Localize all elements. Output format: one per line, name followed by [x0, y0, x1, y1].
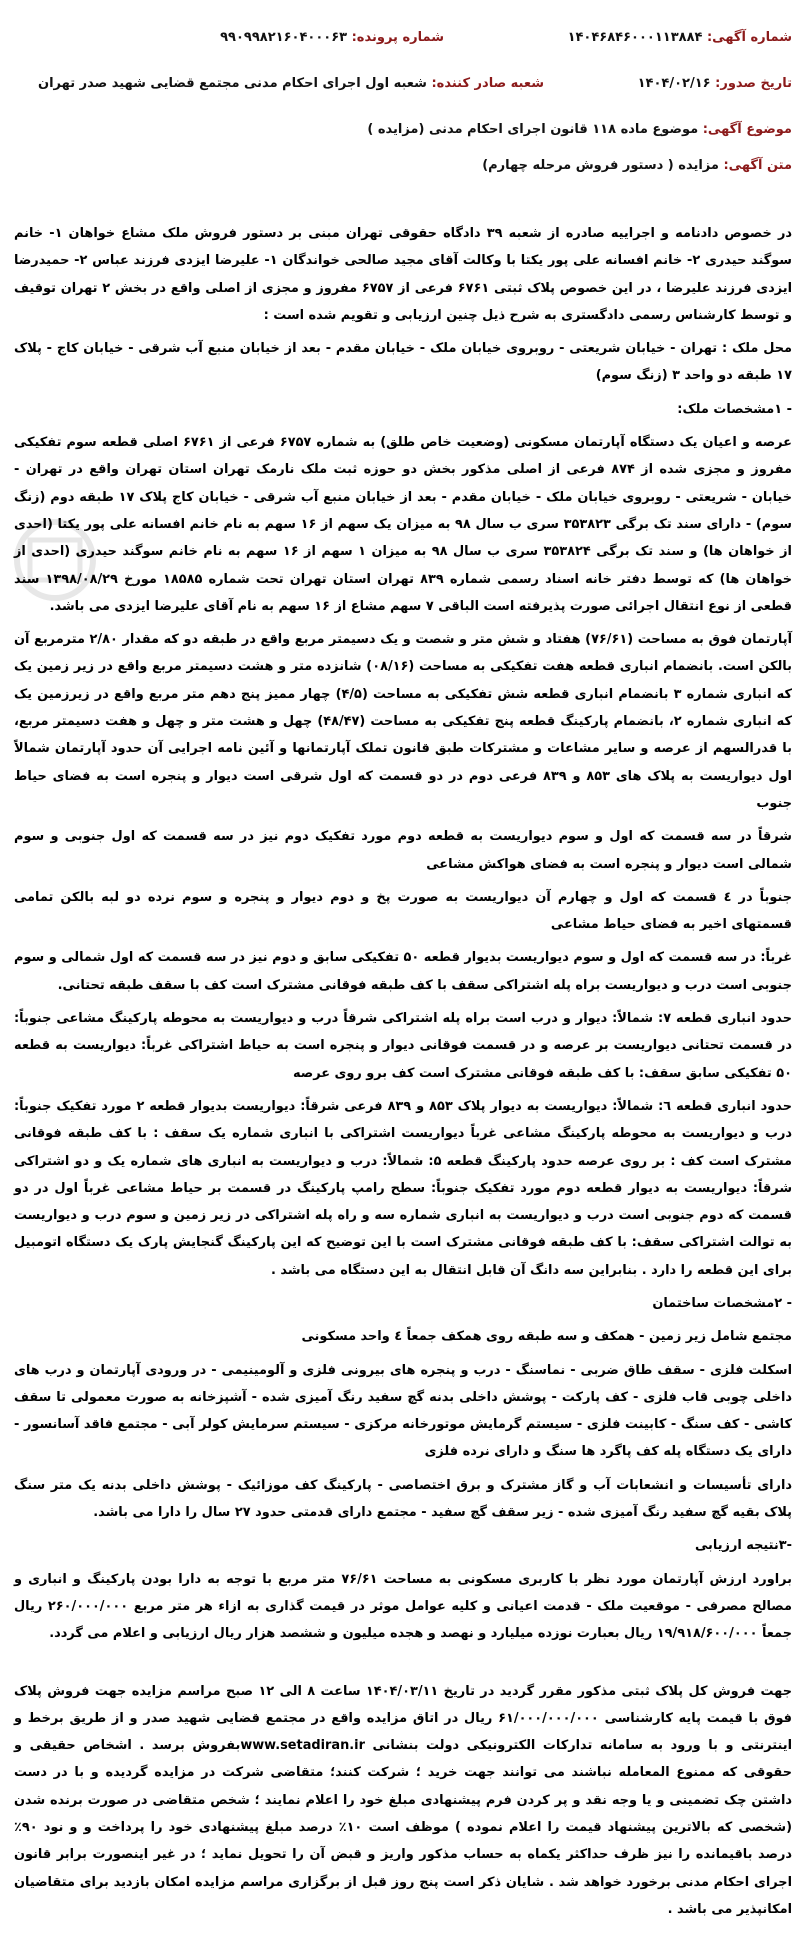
- case-number-value: ۹۹۰۹۹۸۲۱۶۰۴۰۰۰۶۳: [220, 30, 348, 45]
- section-property-specs: - ۱مشخصات ملک:: [677, 401, 792, 417]
- issue-date: [638, 76, 792, 91]
- issuer-value: شعبه اول اجرای احکام مدنی مجتمع قضایی شهید صدر تهران: [38, 76, 427, 91]
- apartment-area-details: آپارتمان فوق به مساحت (۷۶/۶۱) هفتاد و شش متر و شصت و یک دسیمتر مربع واقع در طبقه دو که مقدار ۲/۸۰ مترمربع آن بالکن است. بانضمام انباری قطعه هفت تفکیکی به مساحت (۰۸/۱۶) شانزده متر و هشت دسیمتر مربع واقع در زیر زمین یک که انباری شماره ۳ بانضمام انباری قطعه شش تفکیکی به مساحت (۴/۵) چهار ممیز پنج دهم متر مربع واقع در زیرزمین یک که انباری شماره ۲، بانضمام پارکینگ قطعه پنج تفکیکی به مساحت (۴۸/۴۷) چهل و هشت متر و چهل و هفت دسیمتر مربع، با قدرالسهم از عرصه و سایر مشاعات و مشترکات طبق قانون تملک آپارتمانها و آئین نامه اجرایی آن حدود آپارتمان شمالاً اول دیواریست به پلاک های ۸۵۳ و ۸۳۹ فرعی دوم در دو قسمت که اول شرقی است دیوار و پنجره است به فضای حیاط جنوب: [14, 632, 792, 811]
- issue-date-label: تاریخ صدور:: [715, 76, 792, 91]
- case-number-label: شماره پرونده:: [351, 30, 444, 45]
- auction-terms: جهت فروش کل پلاک ثبتی مذکور مقرر گردید در تاریخ ۱۴۰۴/۰۳/۱۱ ساعت ۸ الی ۱۲ صبح مراسم مزایده جهت فروش پلاک فوق با قیمت پایه کارشناسی ۶۱/۰۰۰/۰۰۰/۰۰۰ ریال در اتاق مزایده واقع در مجتمع قضایی شهید صدر و از طریق برخط و اینترنتی و با ورود به سامانه تدارکات الکترونیکی دولت بنشانی www.setadiran.irبفروش برسد . اشخاص حقیقی و حقوقی که ممنوع المعامله نباشند می توانند جهت خرید ؛ شرکت کنند؛ متقاضی شرکت در مزایده گردیده و با در دست داشتن چک تضمینی و یا وجه نقد و پر کردن فرم پیشنهادی مبلغ خود را اعلام نمایند ؛ شخص متقاضی در صورت برنده شدن (شخصی که بالاترین پیشنهاد قیمت را اعلام نموده ) موظف است ۱۰٪ درصد مبلغ پیشنهادی خود را پرداخت و و نود ۹۰٪ درصد باقیمانده را نیز ظرف حداکثر یکماه به حساب مذکور واریز و قبض آن را تحویل نماید ؛ در غیر اینصورت برابر قانون اجرای احکام مدنی برخورد خواهد شد . شایان ذکر است پنج روز قبل از برگزاری مراسم مزایده امکان بازدید برای متقاضیان امکانپذیر می باشد .: [14, 1683, 792, 1917]
- storage-7-boundaries: حدود انباری قطعه ۷: شمالاً: دیوار و درب است براه پله اشتراکی شرقاً درب و دیواریست به محوطه پارکینگ مشاعی جنوباً: در قسمت تحتانی دیواریست بر عرصه و در قسمت فوقانی دیوار و پنجره است به حیاط اشتراکی غرباً: دیواریست به قطعه ۵۰ تفکیکی سابق سقف: با کف طبقه فوقانی مشترک است کف برو روی عرصه: [14, 1011, 792, 1081]
- property-location: محل ملک : تهران - خیابان شریعتی - روبروی خیابان ملک - خیابان مقدم - بعد از خیابان منبع آب شرقی - خیابان کاج - پلاک ۱۷ طبقه دو واحد ۳ (زنگ سوم): [14, 341, 792, 384]
- notice-number-label: شماره آگهی:: [706, 30, 792, 45]
- subject: [367, 122, 792, 137]
- section-building-specs: - ۲مشخصات ساختمان: [652, 1295, 792, 1311]
- storage-6-parking-boundaries: حدود انباری قطعه ٦: شمالاً: دیواریست به دیوار پلاک ۸۵۳ و ۸۳۹ فرعی شرقاً: دیواریست بدیوار قطعه ۲ مورد تفکیک جنوباً: درب و دیواریست به محوطه پارکینگ مشاعی غرباً دیواریست اشتراکی با انباری شماره یک سقف : با کف طبقه فوقانی مشترک است کف : بر روی عرصه حدود پارکینگ قطعه ۵: شمالاً: درب و دیواریست به انباری های شماره یک و دو اشتراکی شرقاً: دیواریست به دیوار قطعه دوم مورد تفکیک جنوباً: سطح رامپ پارکینگ در قسمت بر حیاط مشاعی غرباً اول در دو قسمت که دوم جنوبی است درب و دیواریست به انباری شماره سه و راه پله اشتراکی در زیر زمین و سوم درب و دیواریست به توالت اشتراکی سقف: با کف طبقه فوقانی مشترک است با این توضیح که این پارکینگ گنجایش پارک یک دستگاه اتومبیل برای این قطعه را دارد . بنابراین سه دانگ آن قابل انتقال به این دستگاه می باشد .: [14, 1098, 793, 1278]
- boundary-east: شرقاً در سه قسمت که اول و سوم دیواریست به قطعه دوم مورد تفکیک دوم نیز در سه قسمت که اول جنوبی و سوم شمالی است دیوار و پنجره است به فضای هواکش مشاعی: [14, 829, 792, 872]
- notice-number: [568, 30, 792, 45]
- issuer: [38, 76, 544, 91]
- notice-text-heading: [482, 158, 792, 173]
- valuation-amount: براورد ارزش آپارتمان مورد نظر با کاربری مسکونی به مساحت ۷۶/۶۱ متر مربع با توجه به دارا بودن پارکینگ و انباری و مصالح مصرفی - موقعیت ملک - قدمت اعیانی و کلیه عوامل موثر در قیمت گذاری به ازاء هر متر مربع ۲۶۰/۰۰۰/۰۰۰ ریال جمعاً ۱۹/۹۱۸/۶۰۰/۰۰۰ ریال بعبارت نوزده میلیارد و نهصد و هجده میلیون و ششصد هزار ریال ارزیابی و اعلام می گردد.: [14, 1571, 792, 1642]
- building-floors: مجتمع شامل زیر زمین - همکف و سه طبقه روی همکف جمعاً ٤ واحد مسکونی: [301, 1329, 792, 1345]
- case-number: [220, 30, 444, 45]
- boundary-west: غرباً: در سه قسمت که اول و سوم دیواریست بدیوار قطعه ۵۰ تفکیکی سابق و دوم نیز در سه قسمت که اول شمالی و سوم جنوبی است درب و دیواریست براه پله اشتراکی سقف با کف طبقه فوقانی مشترک است کف با سقف طبقه تحتانی.: [14, 950, 792, 993]
- issue-date-value: ۱۴۰۴/۰۲/۱۶: [637, 76, 711, 91]
- notice-text-label: متن آگهی:: [723, 158, 792, 173]
- subject-label: موضوع آگهی:: [702, 122, 792, 137]
- section-valuation-result: -۳نتیجه ارزیابی: [694, 1538, 792, 1554]
- notice-text-title: مزایده ( دستور فروش مرحله چهارم): [482, 158, 719, 173]
- notice-body: [14, 220, 792, 1929]
- building-materials: اسکلت فلزی - سقف طاق ضربی - نماسنگ - درب و پنجره های بیرونی فلزی و آلومینیمی - در ورودی آپارتمان و درب های داخلی چوبی قاب فلزی - کف پارکت - پوشش داخلی بدنه گچ سفید رنگ آمیزی شده - آشپزخانه به صورت معمولی تا سقف کاشی - کف سنگ - کابینت فلزی - سیستم گرمایش موتورخانه مرکزی - سیستم سرمایش کولر آبی - مجتمع فاقد آسانسور - دارای یک دستگاه پله کف پاگرد ها سنگ و دارای نرده فلزی: [14, 1362, 792, 1460]
- subject-value: موضوع ماده ۱۱۸ قانون اجرای احکام مدنی (مزایده ): [367, 122, 699, 137]
- intro-paragraph: در خصوص دادنامه و اجراییه صادره از شعبه ۳۹ دادگاه حقوقی تهران مبنی بر دستور فروش ملک مشاع خواهان ۱- خانم سوگند حیدری ۲- خانم افسانه علی پور یکتا با وکالت آقای مجید صالحی خواندگان ۱- علیرضا ایزدی فرزند عباس ۲- حمیدرضا ایزدی فرزند علیرضا ، در این خصوص پلاک ثبتی ۶۷۶۱ فرعی از ۶۷۵۷ مفروز و مجزی از اصلی واقع در بخش ۲ تهران توقیف و توسط کارشناس رسمی دادگستری به شرح ذیل چنین ارزیابی و تقویم شده است :: [14, 226, 793, 323]
- property-deed-details: عرصه و اعیان یک دستگاه آپارتمان مسکونی (وضعیت خاص طلق) به شماره ۶۷۵۷ فرعی از ۶۷۶۱ اصلی قطعه سوم تفکیکی مفروز و مجزی شده از ۸۷۴ فرعی از اصلی مذکور بخش دو حوزه ثبت ملک نارمک تهران استان تهران واقع در تهران - خیابان - شریعتی - روبروی خیابان ملک - خیابان مقدم - بعد از خیابان منبع آب شرقی - خیابان کاج پلاک ۱۷ طبقه دوم (زنگ سوم) - دارای سند تک برگی ۳۵۳۸۲۳ سری ب سال ۹۸ به میزان یک سهم از ۱۶ سهم به نام خانم افسانه علی پور یکتا (احدی از خواهان ها) و سند تک برگی ۳۵۳۸۲۴ سری ب سال ۹۸ به میزان ۱ سهم از ۱۶ سهم به نام خانم سوگند حیدری (احدی از خواهان ها) که توسط دفتر خانه اسناد رسمی شماره ۸۳۹ تهران استان تهران تحت شماره ۱۸۵۸۵ مورخ ۱۳۹۸/۰۸/۲۹ سند قطعی از نوع انتقال اجرائی صورت پذیرفته است الباقی ۷ سهم مشاع از ۱۶ سهم به نام آقای علیرضا ایزدی می باشد.: [14, 435, 793, 614]
- boundary-south: جنوباً در ٤ قسمت که اول و چهارم آن دیواریست به صورت پخ و دوم دیوار و پنجره و سوم نرده دو لبه بالکن تمامی قسمتهای اخیر به فضای حیاط مشاعی: [14, 889, 792, 933]
- building-utilities: دارای تأسیسات و انشعابات آب و گاز مشترک و برق اختصاصی - پارکینگ کف موزائیک - پوشش داخلی بدنه یک متر سنگ پلاک بقیه گچ سفید رنگ آمیزی شده - زیر سقف گچ سفید - مجتمع دارای قدمتی حدود ۲۷ سال را دارا می باشد.: [14, 1477, 792, 1521]
- issuer-label: شعبه صادر کننده:: [431, 76, 544, 91]
- notice-number-value: ۱۴۰۴۶۸۴۶۰۰۰۱۱۳۸۸۴: [567, 30, 703, 45]
